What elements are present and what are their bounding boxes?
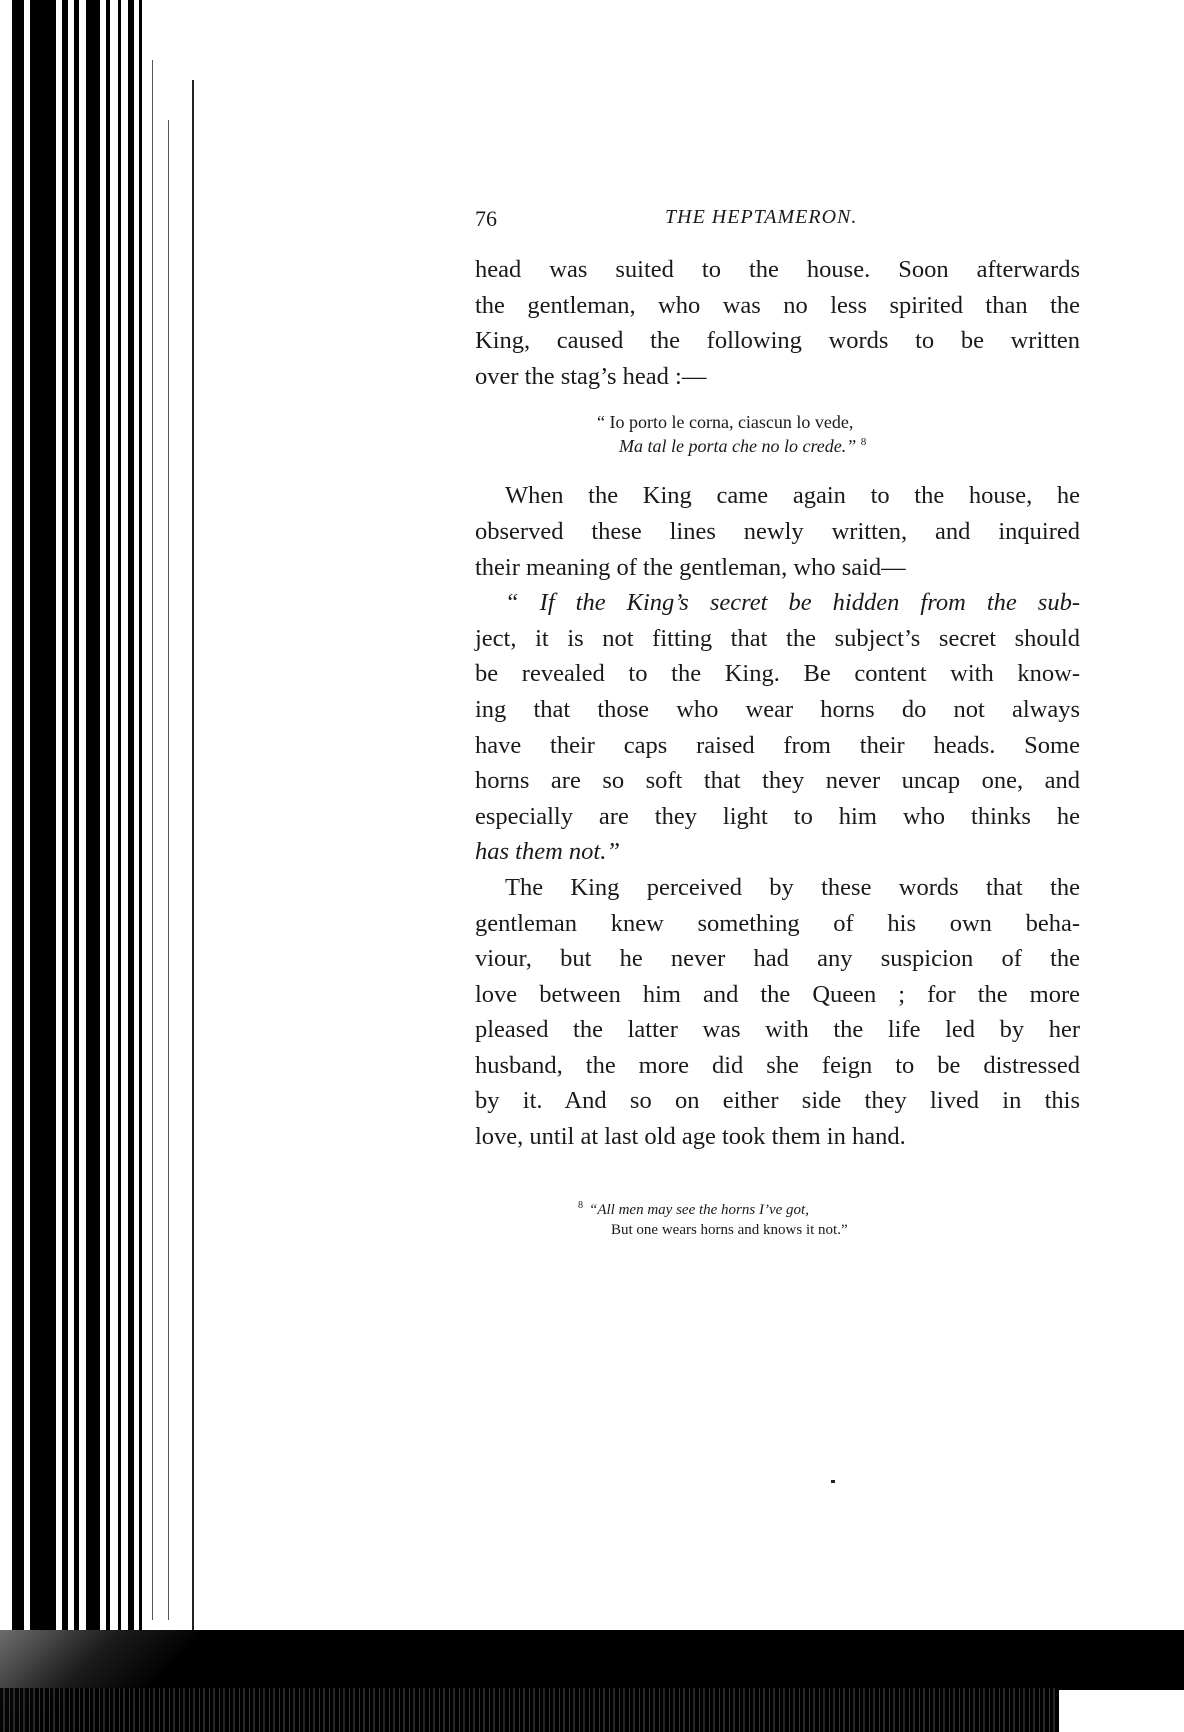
paragraph-line: have their caps raised from their heads. Some — [475, 731, 1080, 759]
verse-line-text: Ma tal le porta che no lo crede.” — [619, 436, 857, 457]
page-header — [475, 206, 1085, 236]
page-body — [475, 252, 1080, 1155]
paragraph-line: love between him and the Queen ; for the more — [475, 980, 1080, 1008]
paragraph-line: the gentleman, who was no less spirited than the — [475, 291, 1080, 319]
paragraph-line: When the King came again to the house, he — [505, 482, 1080, 510]
scan-speck — [831, 1480, 835, 1483]
footnote-line-2: But one wears horns and knows it not.” — [611, 1222, 848, 1238]
paragraph-line: ing that those who wear horns do not always — [475, 695, 1080, 723]
book-page — [475, 0, 1085, 1630]
paragraph-line: their meaning of the gentleman, who said— — [475, 553, 906, 581]
paragraph-line: especially are they light to him who thinks he — [475, 802, 1080, 830]
footnote-text: “All men may see the horns I’ve got, — [589, 1202, 809, 1218]
paragraph-line: has them not.” — [475, 838, 620, 866]
footnote-line-1 — [578, 1200, 1058, 1220]
scan-bottom-shadow — [0, 1630, 1184, 1732]
verse-line: “ Io porto le corna, ciascun lo vede, — [597, 412, 854, 433]
paragraph-line: husband, the more did she feign to be distressed — [475, 1051, 1080, 1079]
paragraph-line: The King perceived by these words that the — [505, 873, 1080, 901]
paragraph-line: King, caused the following words to be written — [475, 327, 1080, 355]
paragraph-line: gentleman knew something of his own beha- — [475, 909, 1080, 937]
verse-line-2 — [597, 434, 1080, 458]
paragraph-line: over the stag’s head :— — [475, 362, 707, 390]
paragraph-line: horns are so soft that they never uncap one, and — [475, 767, 1080, 795]
footnote-reference: 8 — [860, 436, 867, 449]
footnote-mark: 8 — [578, 1200, 583, 1211]
page-number: 76 — [475, 206, 497, 231]
paragraph-line: by it. And so on either side they lived in this — [475, 1087, 1080, 1115]
paragraph-line: love, until at last old age took them in hand. — [475, 1123, 906, 1151]
paragraph-line: be revealed to the King. Be content with know- — [475, 660, 1080, 688]
running-title: THE HEPTAMERON. — [665, 206, 858, 228]
paragraph-line: ject, it is not fitting that the subject’s secret should — [475, 624, 1080, 652]
scan-margin — [1059, 1690, 1184, 1732]
verse-quotation — [475, 410, 1080, 458]
paragraph-line: observed these lines newly written, and inquired — [475, 517, 1080, 545]
footnote — [578, 1200, 1058, 1240]
book-spine-edge — [0, 0, 200, 1732]
paragraph-line: pleased the latter was with the life led by her — [475, 1016, 1080, 1044]
paragraph-line: head was suited to the house. Soon afterwards — [475, 256, 1080, 283]
paragraph-line: “ If the King’s secret be hidden from the sub- — [505, 589, 1080, 617]
paragraph-line: viour, but he never had any suspicion of the — [475, 945, 1080, 973]
scan-noise — [0, 1688, 1059, 1732]
